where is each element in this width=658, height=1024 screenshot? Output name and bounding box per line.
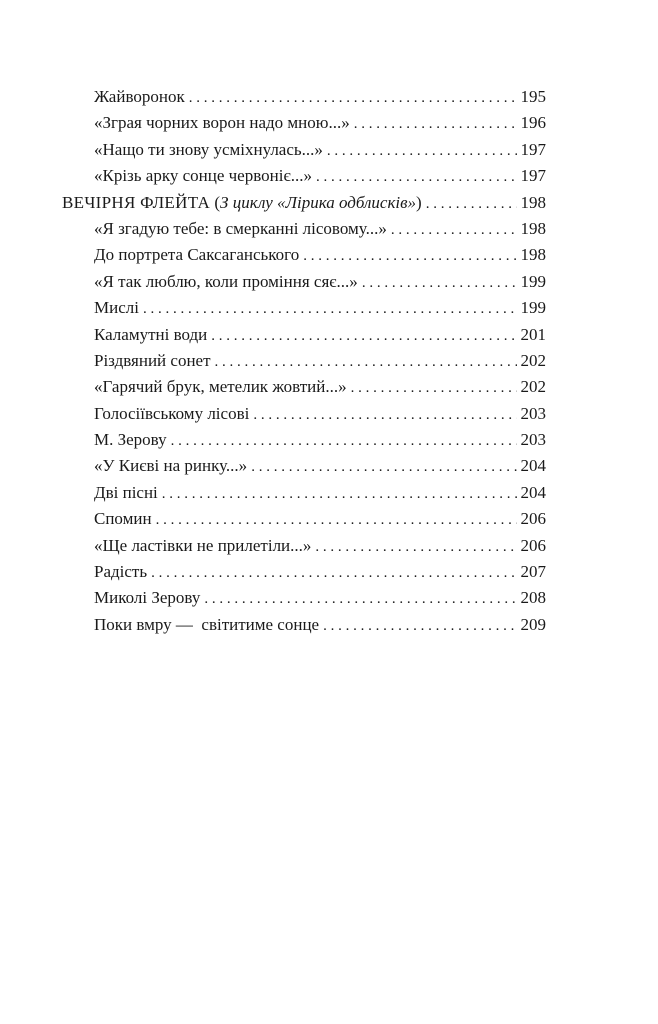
toc-entry-title: «Гарячий брук, метелик жовтий...» [94,377,347,397]
toc-entry-title: «Я так люблю, коли проміння сяє...» [94,271,358,291]
toc-entry [62,84,546,110]
toc-entry-page: 202 [520,350,546,370]
toc-dot-leader [143,296,517,322]
toc-dot-leader [204,586,516,612]
toc-entry-title: «У Києві на ринку...» [94,456,248,476]
toc-entry-page: 199 [520,271,546,291]
toc-dot-leader [251,454,516,480]
toc-dot-leader [151,560,516,586]
toc-dot-leader [426,191,517,217]
toc-entry [62,348,546,374]
toc-entry-page: 203 [520,403,546,423]
toc-entry-page: 198 [520,245,546,265]
toc-dot-leader [189,85,517,111]
toc-entry-page: 204 [520,456,546,476]
toc-entry [62,137,546,163]
toc-section-heading [62,190,422,216]
toc-entry [62,216,546,242]
toc-entry-title: М. Зерову [94,430,167,450]
toc-entry-page: 206 [520,509,546,529]
toc-dot-leader [315,534,516,560]
toc-section-entry [62,190,546,216]
toc-dot-leader [253,402,516,428]
toc-entry [62,401,546,427]
toc-entry [62,374,546,400]
toc-entry-page: 201 [520,324,546,344]
toc-dot-leader [327,138,517,164]
toc-entry [62,585,546,611]
toc-dot-leader [391,217,517,243]
toc-entry-page: 199 [520,298,546,318]
toc-entry-title: Спомин [94,509,152,529]
toc-entry-title: «Зграя чорних ворон надо мною...» [94,113,350,133]
toc-entry-page: 202 [520,377,546,397]
toc-entry-page: 195 [520,87,546,106]
toc-entry-title: Радість [94,562,148,582]
toc-entry-title: «Нащо ти знову усміхнулась...» [94,139,323,159]
toc-entry [62,269,546,295]
toc-dot-leader [303,243,516,269]
toc-entry-page: 203 [520,430,546,450]
toc-entry-title: Мислі [94,298,139,318]
toc-entry [62,427,546,453]
toc-section-paren-open: ( [210,192,221,212]
toc-entry-title: Голосіївському лісові [94,403,250,423]
table-of-contents [62,84,546,638]
toc-entry-title: Дві пісні [94,482,158,502]
toc-entry [62,453,546,479]
toc-entry-title: Миколі Зерову [94,588,201,608]
toc-dot-leader [156,507,517,533]
toc-dot-leader [323,613,516,639]
toc-entry-page: 206 [520,535,546,555]
toc-entry-page: 198 [520,218,546,238]
toc-entry [62,480,546,506]
toc-dot-leader [211,323,516,349]
toc-entry-title: Різдвяний сонет [94,350,211,370]
toc-entry [62,110,546,136]
toc-entry [62,533,546,559]
toc-entry [62,612,546,638]
toc-entry [62,322,546,348]
toc-dot-leader [171,428,517,454]
toc-entry-page: 197 [520,166,546,186]
toc-entry [62,506,546,532]
toc-entry-title: «Я згадую тебе: в смерканні лісовому...» [94,218,387,238]
toc-entry-page: 198 [520,192,546,212]
toc-section-title: ВЕЧІРНЯ ФЛЕЙТА [62,192,211,212]
toc-entry [62,295,546,321]
toc-entry-page: 197 [520,139,546,159]
toc-dot-leader [362,270,517,296]
toc-entry-page: 208 [520,588,546,608]
toc-entry-page: 209 [520,614,546,634]
toc-section-subtitle: З циклу «Лірика одблисків» [220,192,417,212]
toc-dot-leader [316,164,516,190]
toc-dot-leader [162,481,517,507]
toc-entry [62,559,546,585]
toc-entry-title: До портрета Саксаганського [94,245,300,265]
toc-entry-page: 196 [520,113,546,133]
toc-entry [62,163,546,189]
toc-section-paren-close: ) [416,192,422,212]
toc-dot-leader [215,349,517,375]
toc-entry [62,242,546,268]
toc-entry-page: 204 [520,482,546,502]
toc-entry-title: «Крізь арку сонце червоніє...» [94,166,313,186]
toc-entry-title: Поки вмру — світитиме сонце [94,614,320,634]
toc-entry-page: 207 [520,562,546,582]
toc-entry-title: Жайворонок [94,87,185,106]
toc-dot-leader [351,375,517,401]
toc-entry-title: «Ще ластівки не прилетіли...» [94,535,312,555]
toc-entry-title: Каламутні води [94,324,208,344]
toc-dot-leader [354,111,517,137]
